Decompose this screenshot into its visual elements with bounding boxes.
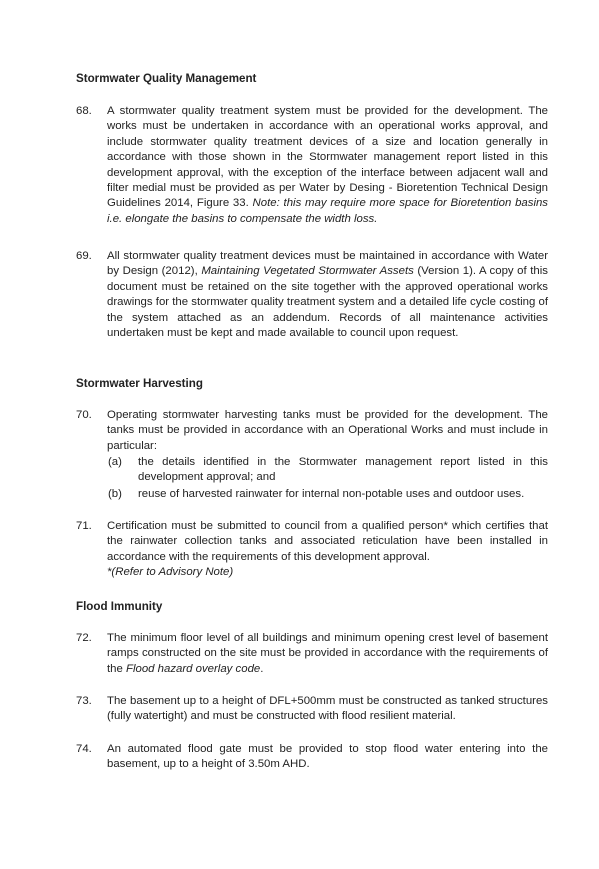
section-heading-stormwater-harvesting: Stormwater Harvesting	[76, 377, 203, 390]
section-heading-stormwater-quality: Stormwater Quality Management	[76, 72, 257, 85]
clause-70-sub-a-label: (a)	[108, 456, 122, 468]
clause-70: Operating stormwater harvesting tanks must be provided for the development. The tanks must be provided in accordance with an Operational Works and must include in particular:	[107, 409, 548, 452]
clause-69-text-a: All stormwater quality treatment devices must be maintained in accordance with Water by Design (2012),	[107, 250, 548, 278]
clause-73: The basement up to a height of DFL+500mm must be constructed as tanked structures (fully watertight) and must be constructed with flood resilient material.	[107, 695, 548, 723]
clause-71	[107, 519, 548, 581]
clause-number-69: 69.	[76, 250, 92, 262]
clause-69-text-b: (Version 1). A copy of this document must be retained on the site together with the approved operational works drawings for the stormwater quality treatment system and a detailed life cycle costing of the system attached as an addendum. Records of all maintenance activities undertaken must be kept and made available to council upon request.	[107, 265, 548, 340]
clause-68-note: Note: this may require more space for Bioretention basins i.e. elongate the basins to compensate the width loss.	[107, 197, 549, 225]
section-heading-flood-immunity: Flood Immunity	[76, 600, 163, 613]
clause-number-72: 72.	[76, 632, 92, 644]
clause-72-text-a: The minimum floor level of all buildings and minimum opening crest level of basement ramps constructed on the site must be provided in accordance with the requirements of the	[107, 632, 548, 675]
clause-71-text: Certification must be submitted to council from a qualified person* which certifies that the rainwater collection tanks and associated reticulation have been installed in accordance with the requirements of this development approval.	[107, 520, 548, 563]
clause-number-74: 74.	[76, 743, 92, 755]
clause-69-title: Maintaining Vegetated Stormwater Assets	[201, 265, 414, 278]
clause-69	[107, 249, 548, 341]
clause-68	[107, 104, 548, 227]
clause-number-73: 73.	[76, 695, 92, 707]
clause-74: An automated flood gate must be provided to stop flood water entering into the basement, up to a height of 3.50m AHD.	[107, 743, 548, 771]
clause-70-sub-a: the details identified in the Stormwater management report listed in this development approval; and	[138, 456, 548, 484]
clause-72-code: Flood hazard overlay code	[126, 662, 261, 675]
clause-71-note: *(Refer to Advisory Note)	[107, 566, 234, 579]
clause-number-68: 68.	[76, 105, 92, 117]
clause-number-71: 71.	[76, 520, 92, 532]
clause-70-sub-b: reuse of harvested rainwater for internal non-potable uses and outdoor uses.	[138, 488, 525, 500]
clause-72-text-b: .	[260, 662, 264, 675]
clause-72	[107, 631, 548, 677]
clause-number-70: 70.	[76, 409, 92, 421]
clause-68-text: A stormwater quality treatment system must be provided for the development. The works must be undertaken in accordance with an operational works approval, and include stormwater quality treatment devices of a size and location generally in accordance with those shown in the Stormwater management report listed in this development approval, with the exception of the interface between adjacent wall and filter medial must be provided as per Water by Desing - Bioretention Technical Design Guidelines 2014, Figure 33.	[107, 105, 548, 210]
clause-70-sub-b-label: (b)	[108, 488, 122, 500]
